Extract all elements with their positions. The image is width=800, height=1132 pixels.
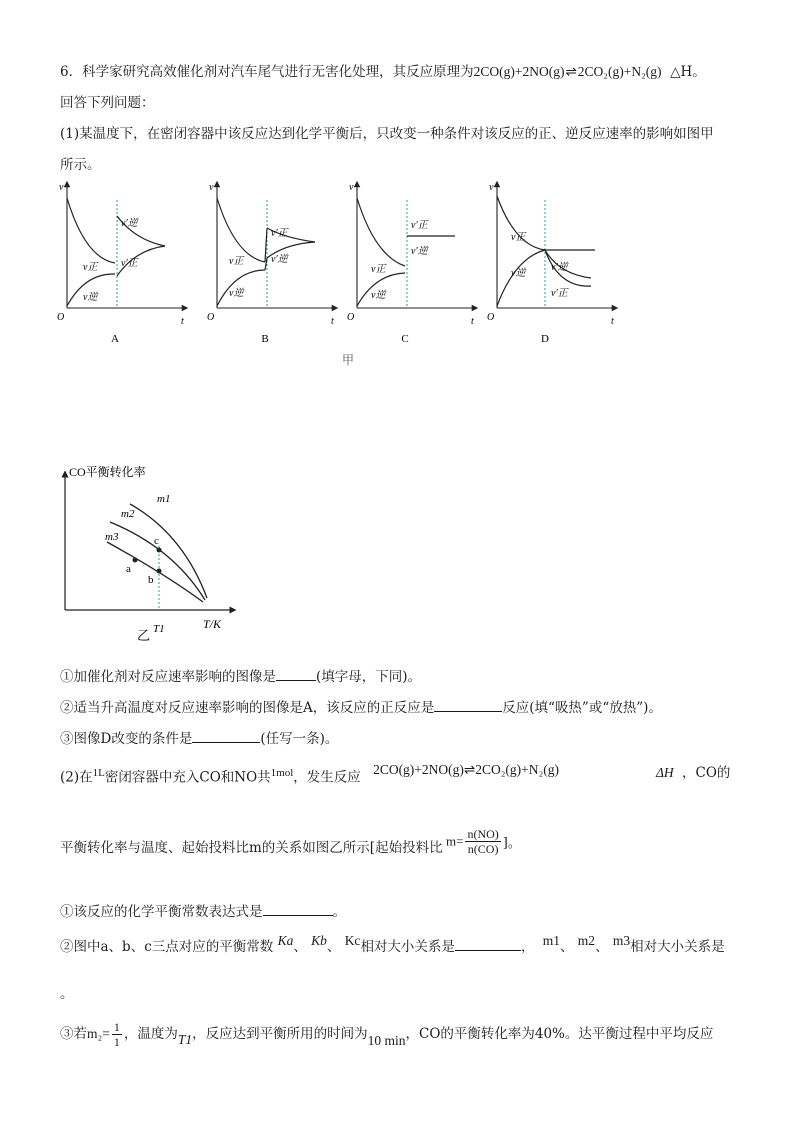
- rate-label-1: v′正: [411, 220, 428, 231]
- t-axis-label: t: [331, 316, 334, 327]
- answer-prompt: 回答下列问题：: [60, 95, 155, 111]
- p2-lead: (2)在: [60, 769, 93, 786]
- label-m3: m3: [105, 531, 119, 543]
- p2-q1-text: ①该反应的化学平衡常数表达式是: [60, 904, 263, 920]
- p2-q3-lead: ③若: [60, 1026, 87, 1042]
- p2-mid1: 密闭容器中充入CO和NO共: [104, 769, 271, 786]
- yi-x-label: T/K: [203, 617, 222, 631]
- rate-label-2: v′正: [121, 258, 138, 269]
- question-number: 6．: [60, 64, 83, 80]
- figure-yi: [55, 462, 245, 647]
- p2-line2-tail: ]。: [502, 836, 521, 851]
- k-c: Kc: [344, 933, 361, 948]
- rate-label-3: v正: [229, 256, 244, 267]
- p2-q1-answer-blank[interactable]: [263, 901, 333, 916]
- figure-yi-caption: 乙: [137, 628, 151, 643]
- rate-label-2: v′逆: [271, 254, 288, 265]
- p2-q2-lead: ②图中a、b、c三点对应的平衡常数: [60, 939, 274, 955]
- p2-mid2: ，发生反应: [293, 769, 361, 786]
- label-t1: T1: [153, 623, 165, 635]
- rate-label-2: v逆: [511, 268, 526, 279]
- equilibrium-arrow: ⇌: [565, 64, 577, 79]
- p2-line1: [60, 763, 760, 788]
- q3-temp-text: ，温度为: [123, 1026, 178, 1042]
- p2-line2-text: 平衡转化率与温度、起始投料比m的关系如图乙所示[起始投料比: [60, 840, 443, 856]
- p1-q3: [60, 728, 760, 749]
- rate-label-1: v′逆: [121, 218, 138, 229]
- p2-q2-tail: 相对大小关系是: [630, 939, 725, 955]
- m3-symbol: m3: [612, 933, 631, 948]
- p1-q3-text: ③图像D改变的条件是: [60, 731, 193, 747]
- p2-tail: ，CO的: [682, 765, 731, 781]
- rate-label-2: v′逆: [411, 246, 428, 257]
- t-axis-label: t: [181, 316, 184, 327]
- q3-tail-text: ，CO的平衡转化率为40%。达平衡过程中平均反应: [405, 1026, 714, 1042]
- m-denominator: n(CO): [467, 842, 499, 856]
- sep-dun-1: 、: [293, 939, 307, 955]
- curve-m3: [107, 542, 203, 602]
- vt-panel-d: [487, 182, 615, 345]
- rate-label-4: v′正: [551, 288, 568, 299]
- p1-q1-answer-blank[interactable]: [276, 666, 316, 681]
- q3-frac-den: 1: [113, 1035, 120, 1049]
- rate-curve-1: [357, 198, 405, 266]
- p2-q1: [60, 901, 760, 922]
- k-a: Ka: [277, 933, 294, 948]
- p1-q2: [60, 697, 760, 718]
- vt-panel-b: [207, 182, 335, 345]
- p2-q2-end: [60, 983, 760, 1004]
- origin-label: O: [207, 312, 215, 323]
- m-numerator: n(NO): [467, 827, 499, 841]
- p1-q1-tail: (填字母，下同)。: [316, 669, 422, 685]
- origin-label: O: [347, 312, 355, 323]
- label-m2: m2: [121, 508, 135, 520]
- k-b: Kb: [311, 933, 327, 948]
- point-a: [133, 558, 138, 563]
- m-eq: m=: [446, 833, 464, 849]
- rate-curve-1: [67, 198, 115, 263]
- q3-frac-num: 1: [113, 1020, 120, 1034]
- sep-dun-4: 、: [595, 939, 609, 955]
- origin-label: O: [57, 312, 65, 323]
- point-c: [157, 548, 162, 553]
- part1-line2: 所示。: [60, 157, 101, 173]
- panel-letter: A: [111, 333, 119, 345]
- curve-m1: [130, 504, 207, 598]
- q3-time: 10 min: [367, 1033, 406, 1048]
- m-ratio-formula: [446, 827, 521, 856]
- part1-line1: (1)某温度下，在密闭容器中该反应达到化学平衡后，只改变一种条件对该反应的正、逆反应速率的影响如图甲: [60, 126, 714, 142]
- p1-q2-tail: 反应(填“吸热”或“放热”)。: [502, 700, 662, 716]
- vt-panel-c: [347, 182, 475, 345]
- m1-symbol: m1: [542, 933, 560, 948]
- equation-left: 2CO(g)+2NO(g): [473, 64, 565, 79]
- p2-q2-end-text: 。: [60, 986, 74, 1002]
- p2-q2: [60, 933, 760, 957]
- p2-q2-answer-blank-1[interactable]: [455, 936, 521, 951]
- rate-curve-1: [217, 198, 265, 262]
- figure-jia: [55, 178, 635, 368]
- q3-t1: T1: [177, 1032, 193, 1047]
- rate-label-4: v逆: [229, 288, 244, 299]
- figure-jia-caption: 甲: [341, 353, 355, 367]
- q3-m2: m₂=: [87, 1026, 110, 1041]
- panel-letter: B: [261, 333, 269, 345]
- q3-mid-text: ，反应达到平衡所用的时间为: [192, 1026, 368, 1042]
- p2-q3: [60, 1020, 760, 1049]
- delta-h: △H。: [670, 64, 706, 80]
- p2-equation: 2CO(g)+2NO(g)⇌2CO₂(g)+N₂(g): [373, 761, 559, 777]
- panel-letter: D: [541, 333, 549, 345]
- v-axis-label: v: [349, 182, 354, 193]
- sep-dun-2: 、: [326, 939, 341, 955]
- sep-dun-3: 、: [560, 939, 574, 955]
- rate-label-3: v′逆: [551, 262, 568, 273]
- curve-m2: [110, 522, 205, 600]
- v-axis-label: v: [59, 182, 64, 193]
- label-a: a: [126, 563, 131, 575]
- m2-symbol: m2: [577, 933, 596, 948]
- p2-volume: 1L: [92, 767, 105, 779]
- p2-amount: 1mol: [270, 767, 294, 779]
- p1-q2-text: ②适当升高温度对反应速率影响的图像是A，该反应的正反应是: [60, 700, 435, 716]
- rate-label-1: v正: [511, 232, 526, 243]
- p1-q1-text: ①加催化剂对反应速率影响的图像是: [60, 669, 276, 685]
- label-b: b: [148, 574, 154, 586]
- p2-q2-mid: 相对大小关系是: [360, 939, 455, 955]
- vt-panel-a: [57, 182, 185, 345]
- label-m1: m1: [157, 493, 171, 505]
- label-c: c: [154, 535, 159, 547]
- p1-q3-tail: (任写一条)。: [260, 731, 339, 747]
- t-axis-label: t: [611, 316, 614, 327]
- p1-q3-answer-blank[interactable]: [192, 728, 260, 743]
- p1-q2-answer-blank[interactable]: [434, 697, 502, 712]
- t-axis-label: t: [471, 316, 474, 327]
- v-axis-label: v: [209, 182, 214, 193]
- rate-label-3: v正: [371, 264, 386, 275]
- p1-q1: [60, 666, 760, 687]
- point-b: [157, 569, 162, 574]
- origin-label: O: [487, 312, 495, 323]
- rate-label-1: v′正: [271, 228, 288, 239]
- equation-right: 2CO₂(g)+N₂(g): [577, 64, 662, 79]
- rate-label-4: v逆: [83, 292, 98, 303]
- p2-q1-tail: 。: [332, 904, 346, 920]
- p2-delta-h: ΔH: [656, 765, 674, 780]
- p2-line2: [60, 838, 760, 858]
- yi-y-label: CO平衡转化率: [69, 465, 146, 479]
- rate-label-4: v逆: [371, 290, 386, 301]
- v-axis-label: v: [489, 182, 494, 193]
- question-stem: [60, 62, 760, 82]
- question-intro: 科学家研究高效催化剂对汽车尾气进行无害化处理，其反应原理为: [82, 64, 474, 80]
- panel-letter: C: [401, 333, 409, 345]
- rate-label-3: v正: [83, 262, 98, 273]
- sep-comma: ，: [520, 939, 535, 955]
